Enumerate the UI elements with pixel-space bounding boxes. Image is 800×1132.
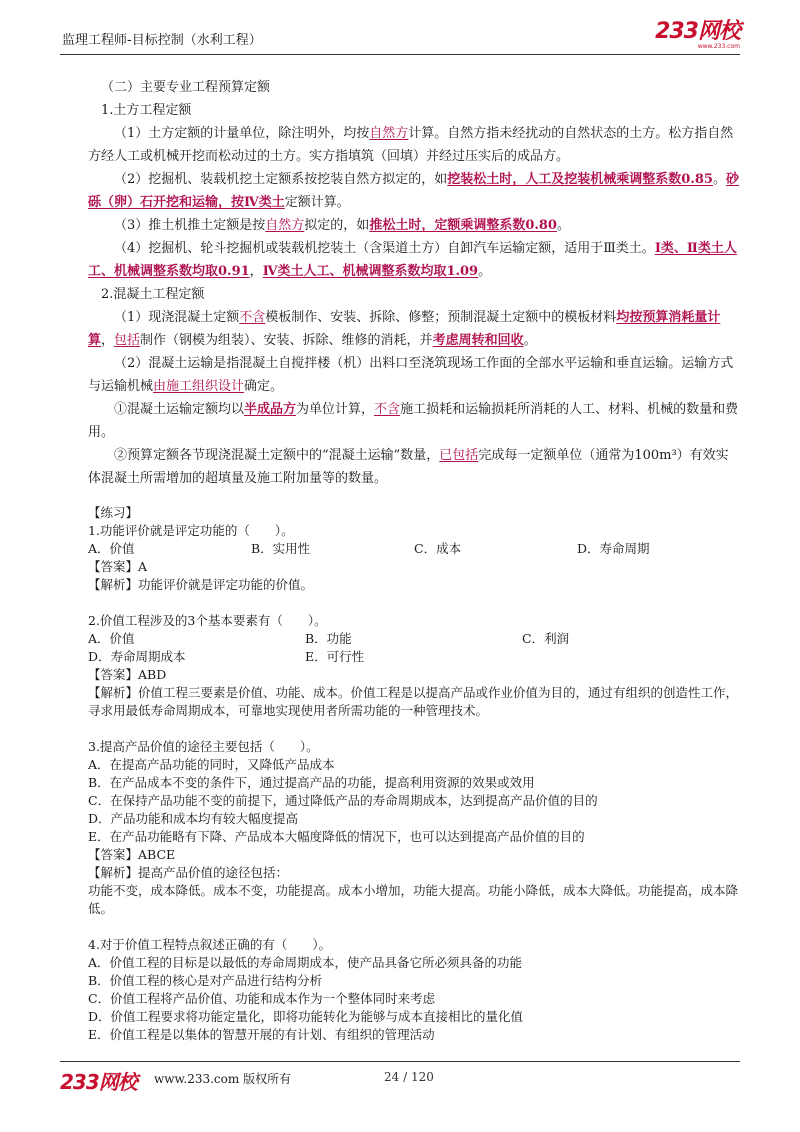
options [88,540,740,558]
paragraph: （1）现浇混凝土定额不含模板制作、安装、拆除、修整；预制混凝土定额中的模板材料均按预算消耗量计算，包括制作（钢模为组装）、安装、拆除、维修的消耗，并考虑周转和回收。 [88,310,721,348]
options [88,630,740,648]
option: C．成本 [414,541,462,556]
section-heading: （二）主要专业工程预算定额 [101,80,271,95]
option: D．寿命周期成本 [88,649,186,664]
option: C．利润 [522,631,570,646]
option: E．可行性 [305,649,365,664]
option: A．在提高产品功能的同时，又降低产品成本 [88,757,335,772]
answer: 【答案】ABCE [88,847,176,862]
paragraph: ①混凝土运输定额均以半成品方为单位计算，不含施工损耗和运输损耗所消耗的人工、材料、机械的数量和费用。 [88,402,739,440]
options [88,648,740,666]
paragraph: （2）挖掘机、装载机挖土定额系按挖装自然方拟定的，如挖装松土时，人工及挖装机械乘调整系数0.85。砂砾（卵）石开挖和运输，按Ⅳ类土定额计算。 [88,172,739,210]
subsection-heading: 2.混凝土工程定额 [101,287,205,302]
paragraph: （1）土方定额的计量单位，除注明外，均按自然方计算。自然方指未经扰动的自然状态的土方。松方指自然方经人工或机械开挖而松动过的土方。实方指填筑（回填）并经过压实后的成品方。 [88,126,734,164]
explanation: 【解析】功能评价就是评定功能的价值。 [88,577,314,592]
exercise-title: 【练习】 [88,505,139,520]
paragraph: （4）挖掘机、轮斗挖掘机或装载机挖装土（含渠道土方）自卸汽车运输定额，适用于Ⅲ类土。Ⅰ类、Ⅱ类土人工、机械调整系数均取0.91，Ⅳ类土人工、机械调整系数均取1.09。 [88,241,737,279]
question: 3.提高产品价值的途径主要包括（ ）。 [88,739,319,754]
option: A．价值 [88,541,135,556]
page-header [60,18,740,55]
option: C．在保持产品功能不变的前提下，通过降低产品的寿命周期成本，达到提高产品价值的目的 [88,793,598,808]
page-number: 24 / 120 [384,1070,434,1084]
option: B．在产品成本不变的条件下，通过提高产品的功能，提高利用资源的效果或效用 [88,775,535,790]
option: B．功能 [305,631,352,646]
option: A．价值 [88,631,135,646]
paragraph: （3）推土机推土定额是按自然方拟定的，如推松土时，定额乘调整系数0.80。 [114,218,570,233]
doc-title: 监理工程师-目标控制（水利工程） [62,33,262,48]
option: C．价值工程将产品价值、功能和成本作为一个整体同时来考虑 [88,991,436,1006]
option: B．实用性 [251,541,311,556]
option: E．在产品功能略有下降、产品成本大幅度降低的情况下，也可以达到提高产品价值的目的 [88,829,585,844]
answer: 【答案】ABD [88,667,167,682]
option: D．寿命周期 [577,541,650,556]
footer-logo: 233网校 [60,1070,137,1094]
footer-site: www.233.com 版权所有 [154,1072,292,1086]
explanation: 【解析】提高产品价值的途径包括： [88,865,289,880]
page-footer [60,1061,740,1092]
option: B．价值工程的核心是对产品进行结构分析 [88,973,323,988]
answer: 【答案】A [88,559,148,574]
paragraph: ②预算定额各节现浇混凝土定额中的“混凝土运输”数量，已包括完成每一定额单位（通常为100m³）有效实体混凝土所需增加的超填量及施工附加量等的数量。 [88,448,729,486]
page-content [88,76,740,1044]
option: A．价值工程的目标是以最低的寿命周期成本，使产品具备它所必须具备的功能 [88,955,523,970]
subsection-heading: 1.土方工程定额 [101,103,192,118]
paragraph: （2）混凝土运输是指混凝土自搅拌楼（机）出料口至浇筑现场工作面的全部水平运输和垂直运输。运输方式与运输机械由施工组织设计确定。 [88,356,734,394]
exercise-block [88,504,740,1044]
question: 4.对于价值工程特点叙述正确的有（ ）。 [88,937,332,952]
explanation-detail: 功能不变，成本降低。成本不变，功能提高。成本小增加，功能大提高。功能小降低，成本大降低。功能提高，成本降低。 [88,883,739,916]
question: 1.功能评价就是评定功能的（ ）。 [88,523,294,538]
question: 2.价值工程涉及的3个基本要素有（ ）。 [88,613,327,628]
option: D．产品功能和成本均有较大幅度提高 [88,811,299,826]
option: D．价值工程要求将功能定量化，即将功能转化为能够与成本直接相比的量化值 [88,1009,524,1024]
explanation: 【解析】价值工程三要素是价值、功能、成本。价值工程是以提高产品或作业价值为目的，通过有组织的创造性工作，寻求用最低寿命周期成本，可靠地实现使用者所需功能的一种管理技术。 [88,685,739,718]
brand-logo: 233网校 www.233.com [655,19,740,50]
option: E．价值工程是以集体的智慧开展的有计划、有组织的管理活动 [88,1027,435,1042]
